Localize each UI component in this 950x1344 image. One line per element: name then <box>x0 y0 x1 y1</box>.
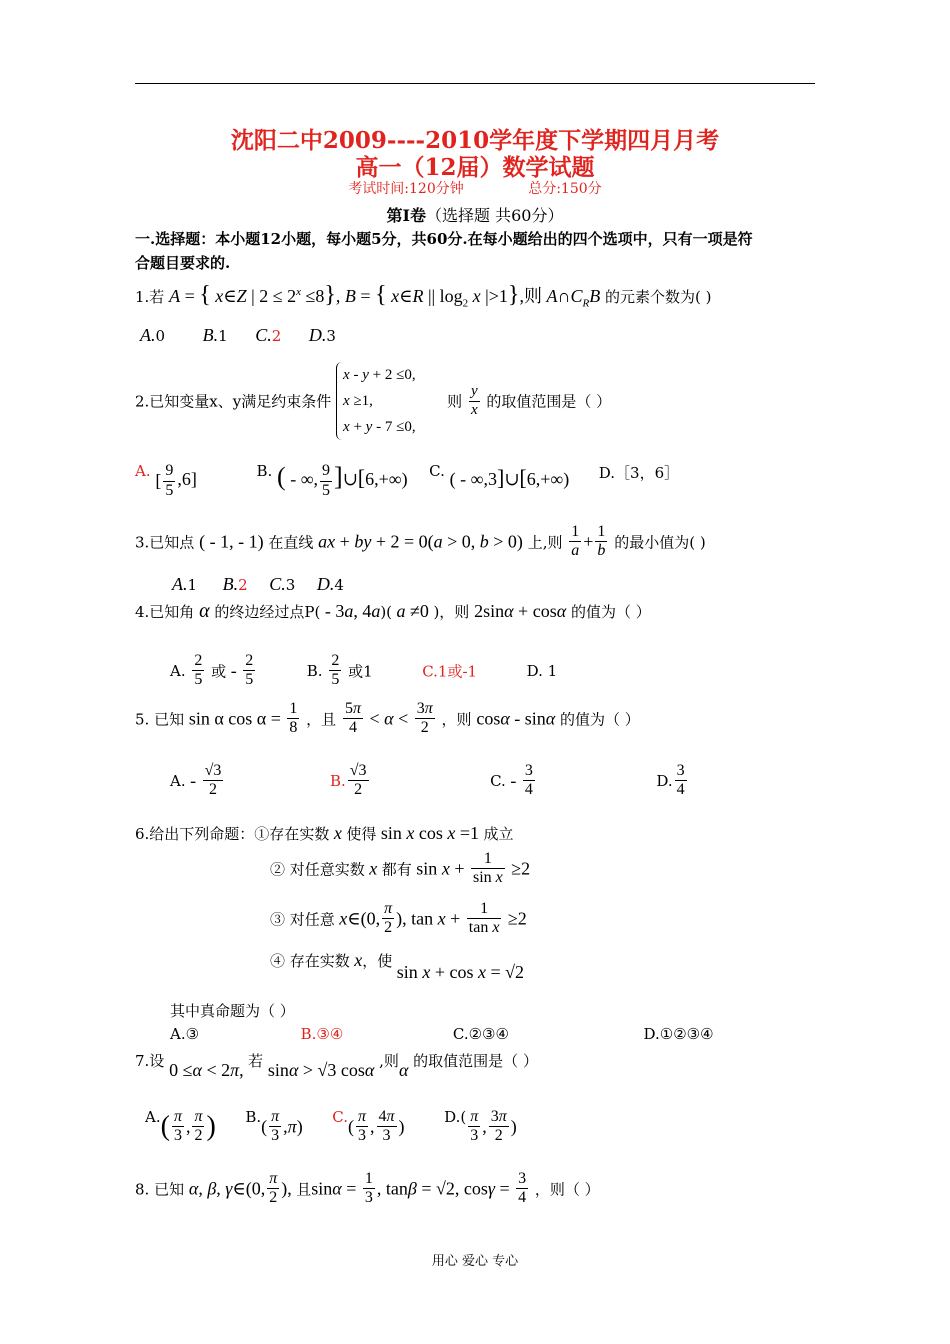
part-intro-line1: 一.选择题：本小题12小题，每小题5分，共60分.在每小题给出的四个选项中，只有一项是符 <box>135 230 753 248</box>
question-6-proposition-4: ④ 存在实数 x，使 sin x + cos x = √2 <box>270 950 524 982</box>
question-7: 7.设 0 ≤α < 2π, 若 sinα > √3 cosα ,则α 的取值范围是（ ） <box>135 1052 538 1080</box>
total-score: 总分:150分 <box>528 181 602 197</box>
section-label: 第Ⅰ卷 <box>386 206 427 225</box>
question-1: 1.若 A = { x∈Z | $2 \le 2^x \le 8$}, B = { x∈R || $\log_2 x$ |>1},则 $A\cap C_RB$ 的元素个数为( ) <box>135 282 712 310</box>
question-6: 6.给出下列命题：①存在实数 x 使得 sin x cos x =1 成立 <box>135 823 514 843</box>
question-5-options: A. - $\frac{√3}{2}$ B. $\frac{√3}{2}$ C. - $\frac{3}{4}$ D. $\frac{3}{4}$ <box>170 762 685 799</box>
question-8: 8. 已知 α, β, γ∈(0, $\frac{\pi}{2}$ ), 且sinα = $\frac{1}{3}$ , tanβ = √2, cosγ = $\frac{3}{4}$ ，则（ ） <box>135 1170 600 1207</box>
question-4-options: A. $\frac{2}{5}$ 或 - $\frac{2}{5}$ B. $\frac{2}{5}$ 或1 C.1或-1 D. 1 <box>170 652 558 689</box>
question-1-options: A.0 B.1 C.2 D.3 <box>140 325 336 345</box>
page-footer: 用心 爱心 专心 <box>431 1254 519 1269</box>
exam-title: 沈阳二中2009----2010学年度下学期四月月考 <box>230 127 720 154</box>
question-7-options: A.( $\frac{\pi}{3}$ , $\frac{\pi}{2}$ ) B.( $\frac{\pi}{3}$ ,π) C.( $\frac{\pi}{3}$ , $\frac{4\pi}{3}$ ) D.( $\frac{\pi}{3}$ , $\frac{3\pi}{2}$ ) <box>145 1108 517 1145</box>
question-2-options: A. [ $\frac{9}{5}$ ,6] B. ( - ∞, $\frac{9}{5}$ ]∪[6,+∞) C. ( - ∞,3]∪[6,+∞) D.［3，6］ <box>135 462 680 499</box>
section-heading <box>0 203 950 226</box>
question-6-ask: 其中真命题为（ ） <box>170 1002 295 1020</box>
exam-subtitle: 高一（12届）数学试题 <box>355 154 595 181</box>
part-intro-line2: 合题目要求的. <box>135 254 231 272</box>
question-4: 4.已知角 α 的终边经过点P( - 3a, 4a)( a ≠0 )，则 2sinα + cosα 的值为（ ） <box>135 600 651 622</box>
top-rule <box>135 83 815 84</box>
question-6-proposition-2: ② 对任意实数 x 都有 sin x + $\frac{1}{\text{sin x}}$ ≥2 <box>270 850 531 887</box>
question-3-options: A.1 B.2 C.3 D.4 <box>172 574 344 594</box>
question-2: 2.已知变量x、y满足约束条件 x - y + 2 ≤0, x ≥1, x + y - 7 ≤0, 则 $\frac{y}{x}$ 的取值范围是（ ） <box>135 362 611 440</box>
question-6-options: A.③ B.③④ C.②③④ D.①②③④ <box>170 1025 714 1043</box>
question-3: 3.已知点 ( - 1, - 1) 在直线 ax + by + 2 = 0(a > 0, b > 0) 上,则 $\frac{1}{a}$ + $\frac{1}{b}$ 的最小值为( ) <box>135 523 706 560</box>
section-note: （选择题 共60分） <box>426 206 564 225</box>
question-6-proposition-3: ③ 对任意 x∈(0, $\frac{\pi}{2}$ ), tan x + $\frac{1}{\text{tan x}}$ ≥2 <box>270 900 527 937</box>
exam-meta <box>0 178 950 198</box>
question-5: 5. 已知 sin α cos α = $\frac{1}{8}$ ，且 $\frac{5\pi}{4}$ < α < $\frac{3\pi}{2}$ ，则 cosα - sinα 的值为（ ） <box>135 700 640 737</box>
exam-time: 考试时间:120分钟 <box>348 181 464 197</box>
